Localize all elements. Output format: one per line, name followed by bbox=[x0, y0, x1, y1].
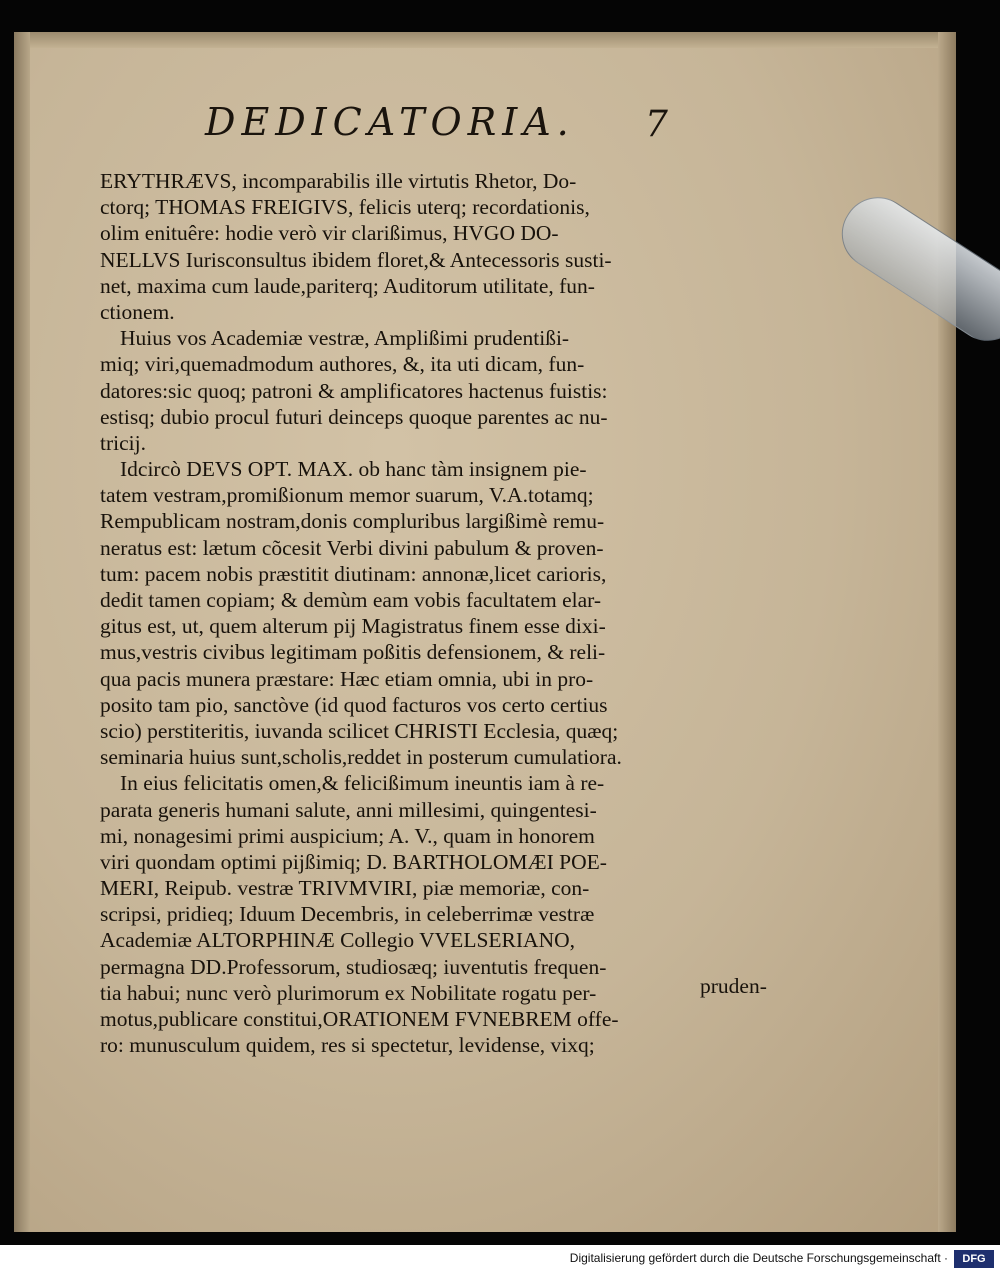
funding-credit: Digitalisierung gefördert durch die Deutsche Forschungsgemeinschaft · bbox=[569, 1251, 948, 1265]
text-line: olim enituêre: hodie verò vir clarißimus, HVGO DO- bbox=[100, 221, 559, 246]
page-right-edge bbox=[938, 32, 956, 1232]
text-line: datores:sic quoq; patroni & amplificatores hactenus fuistis: bbox=[100, 378, 608, 403]
text-line: MERI, Reipub. vestræ TRIVMVIRI, piæ memoriæ, con- bbox=[100, 876, 590, 901]
text-line: Idcircò DEVS OPT. MAX. ob hanc tàm insignem pie- bbox=[120, 457, 587, 482]
text-line: ro: munusculum quidem, res si spectetur, levidense, vixq; bbox=[100, 1033, 595, 1058]
text-line: tatem vestram,promißionum memor suarum, V.A.totamq; bbox=[100, 483, 594, 508]
text-line: permagna DD.Professorum, studiosæq; iuventutis frequen- bbox=[100, 954, 607, 979]
text-line: dedit tamen copiam; & demùm eam vobis facultatem elar- bbox=[100, 588, 602, 612]
text-line: gitus est, ut, quem alterum pij Magistratus finem esse dixi- bbox=[100, 614, 606, 639]
footer-bar bbox=[0, 1245, 1000, 1273]
page-left-edge bbox=[14, 32, 30, 1232]
catchword: pruden- bbox=[700, 974, 767, 998]
text-line: scripsi, pridieq; Iduum Decembris, in celeberrimæ vestræ bbox=[100, 902, 595, 927]
text-line: tricij. bbox=[100, 430, 146, 455]
text-line: Rempublicam nostram,donis compluribus largißimè remu- bbox=[100, 509, 605, 534]
body-text bbox=[100, 168, 870, 1058]
text-line: NELLVS Iurisconsultus ibidem floret,& Antecessoris susti- bbox=[100, 247, 612, 272]
text-line: viri quondam optimi pijßimiq; D. BARTHOLOMÆI POE- bbox=[100, 849, 607, 874]
text-line: seminaria huius sunt,scholis,reddet in posterum cumulatiora. bbox=[100, 745, 622, 770]
text-line: qua pacis munera præstare: Hæc etiam omnia, ubi in pro- bbox=[100, 666, 594, 691]
page-header bbox=[190, 100, 690, 160]
text-line: estisq; dubio procul futuri deinceps quoque parentes ac nu- bbox=[100, 404, 608, 429]
text-line: motus,publicare constitui,ORATIONEM FVNEBREM offe- bbox=[100, 1007, 619, 1031]
text-line: ctionem. bbox=[100, 299, 175, 324]
page-top-edge bbox=[14, 32, 956, 48]
text-line: mi, nonagesimi primi auspicium; A. V., quam in honorem bbox=[100, 823, 595, 848]
dfg-logo: DFG bbox=[954, 1250, 994, 1268]
text-line: ctorq; THOMAS FREIGIVS, felicis uterq; recordationis, bbox=[100, 195, 590, 220]
page-number: 7 bbox=[645, 104, 668, 145]
text-line: net, maxima cum laude,pariterq; Auditorum utilitate, fun- bbox=[100, 273, 595, 298]
text-line: tia habui; nunc verò plurimorum ex Nobilitate rogatu per- bbox=[100, 980, 597, 1005]
text-line: parata generis humani salute, anni millesimi, quingentesi- bbox=[100, 797, 597, 822]
text-line: tum: pacem nobis præstitit diutinam: annonæ,licet carioris, bbox=[100, 561, 607, 586]
text-line: miq; viri,quemadmodum authores, &, ita uti dicam, fun- bbox=[100, 352, 585, 377]
text-line: mus,vestris civibus legitimam poßitis defensionem, & reli- bbox=[100, 640, 606, 665]
text-line: neratus est: lætum cõcesit Verbi divini pabulum & proven- bbox=[100, 535, 604, 560]
text-line: In eius felicitatis omen,& felicißimum ineuntis iam à re- bbox=[120, 771, 605, 796]
text-line: ERYTHRÆVS, incomparabilis ille virtutis Rhetor, Do- bbox=[100, 169, 577, 193]
text-line: scio) perstiteritis, iuvanda scilicet CHRISTI Ecclesia, quæq; bbox=[100, 718, 619, 743]
text-line: Huius vos Academiæ vestræ, Amplißimi prudentißi- bbox=[120, 326, 570, 351]
running-head: DEDICATORIA. bbox=[205, 100, 575, 144]
text-line: Academiæ ALTORPHINÆ Collegio VVELSERIANO, bbox=[100, 928, 575, 953]
text-line: posito tam pio, sanctòve (id quod facturos vos certo certius bbox=[100, 692, 608, 717]
